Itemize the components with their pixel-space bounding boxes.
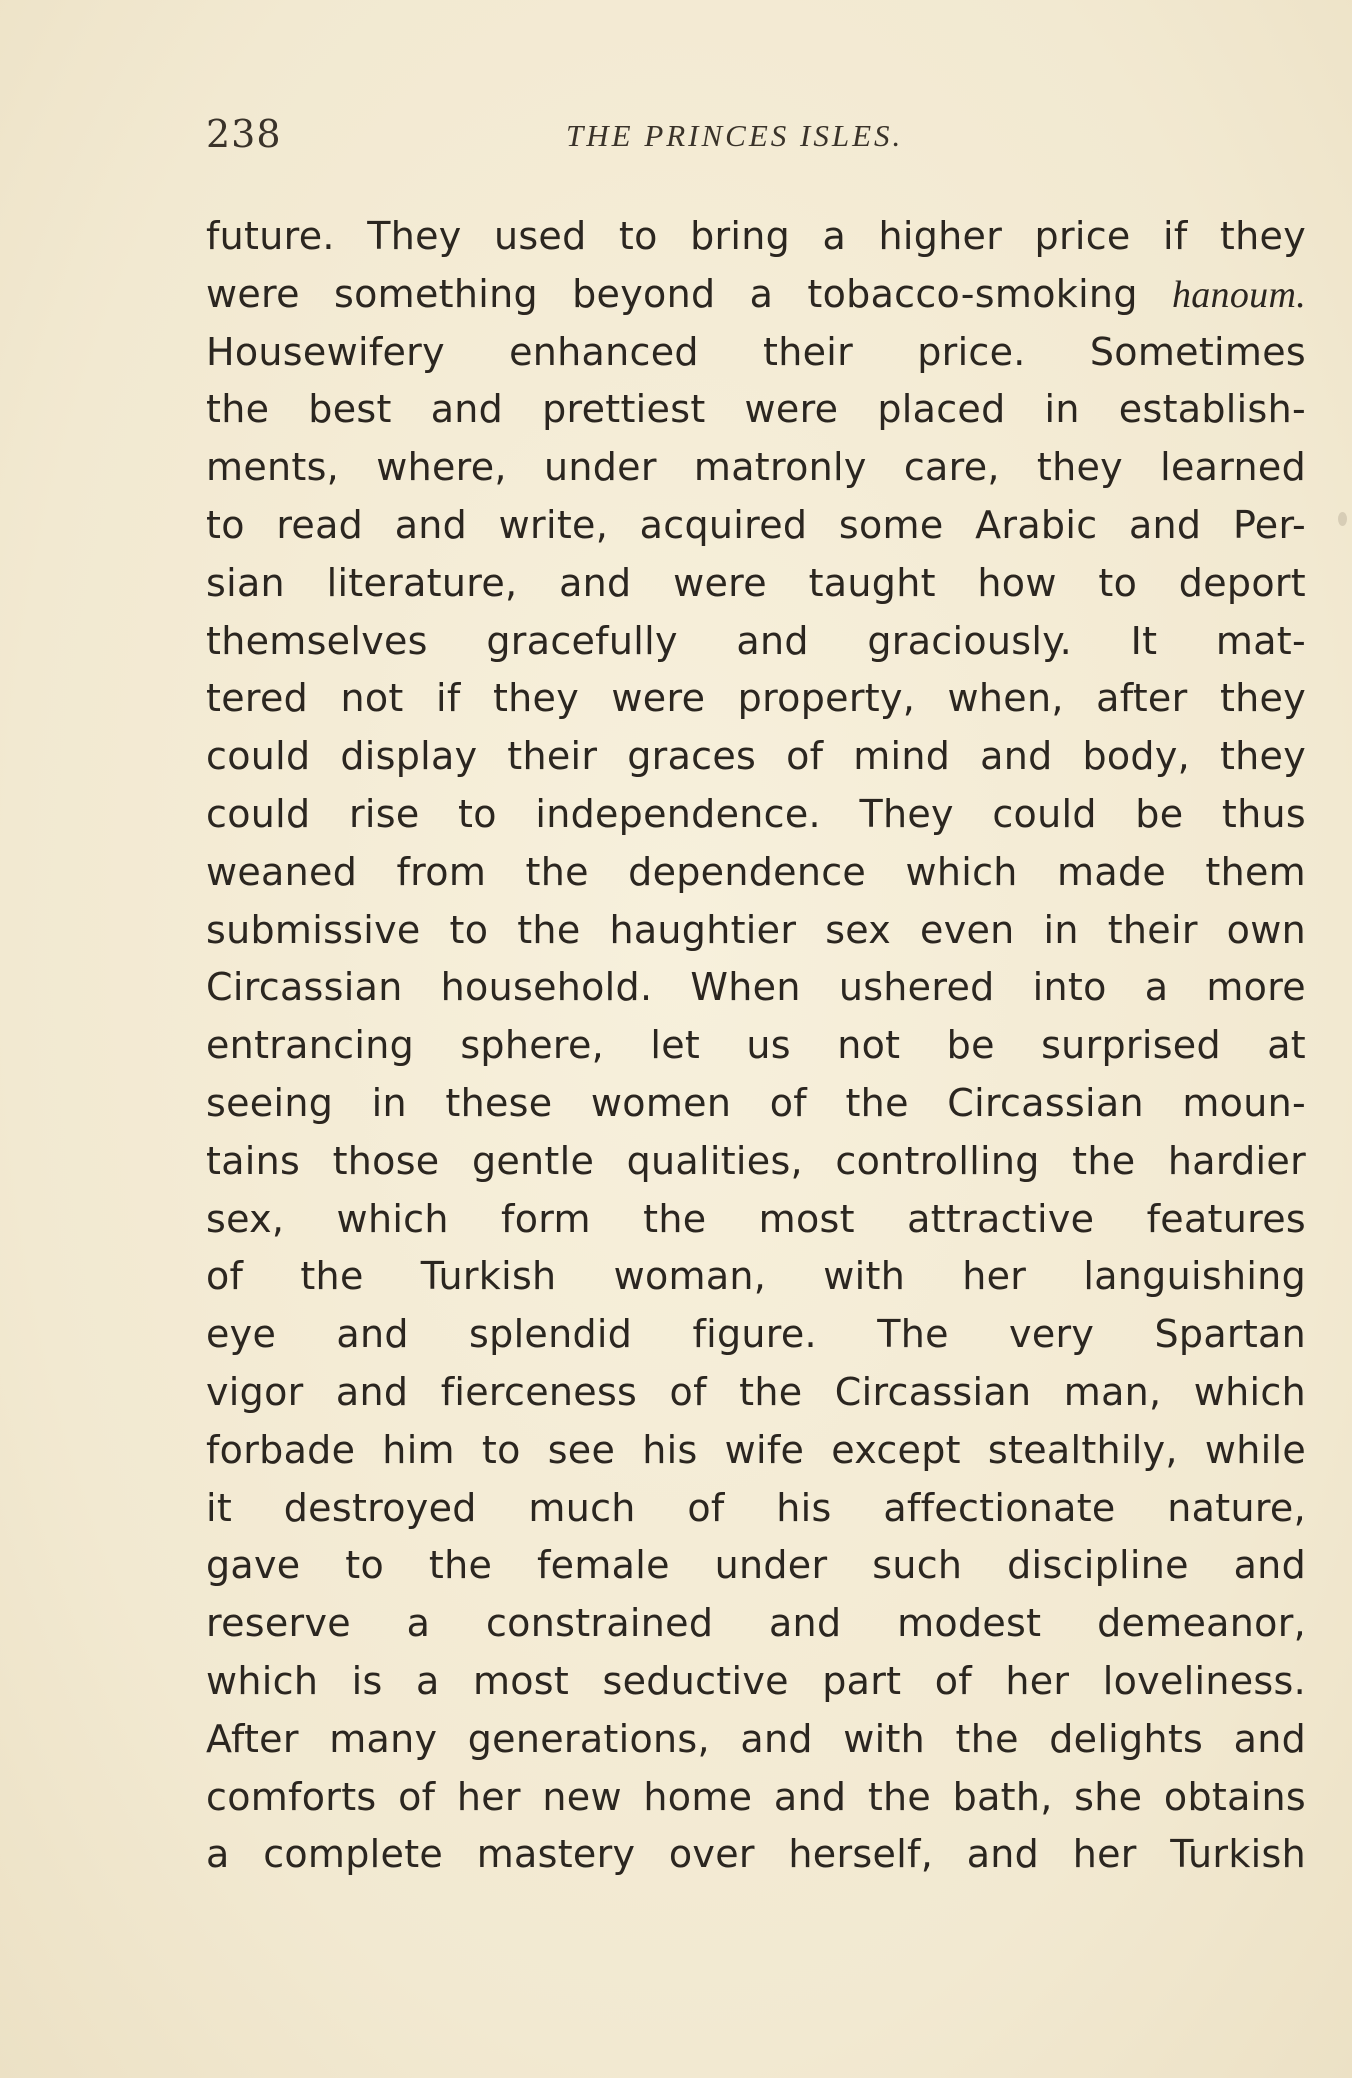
text-line: Housewifery enhanced their price. Sometimes <box>206 329 1306 374</box>
text-line: reserve a constrained and modest demeanor, <box>206 1601 1306 1646</box>
text-line-part: were something beyond a tobacco-smoking <box>206 271 1172 316</box>
text-line: comforts of her new home and the bath, she obtains <box>206 1774 1306 1819</box>
page-number: 238 <box>206 112 282 156</box>
text-line: could rise to independence. They could be thus <box>206 791 1306 836</box>
text-line: future. They used to bring a higher price if they <box>206 214 1306 258</box>
text-line: tains those gentle qualities, controlling the hardier <box>206 1138 1306 1183</box>
text-line: to read and write, acquired some Arabic and Per- <box>206 502 1306 547</box>
text-line: themselves gracefully and graciously. It mat- <box>206 618 1306 663</box>
text-line: forbade him to see his wife except stealthily, while <box>206 1427 1306 1472</box>
text-line: of the Turkish woman, with her languishing <box>206 1254 1306 1299</box>
text-line: entrancing sphere, let us not be surprised at <box>206 1023 1306 1068</box>
text-line: the best and prettiest were placed in establish- <box>206 387 1306 432</box>
text-line: eye and splendid figure. The very Spartan <box>206 1312 1306 1357</box>
text-line: weaned from the dependence which made them <box>206 849 1306 894</box>
body-text <box>206 208 1306 1884</box>
text-line <box>206 266 1306 324</box>
text-line: sex, which form the most attractive features <box>206 1196 1306 1241</box>
text-line: submissive to the haughtier sex even in their own <box>206 907 1306 952</box>
text-line: seeing in these women of the Circassian moun- <box>206 1080 1306 1125</box>
text-line: which is a most seductive part of her loveliness. <box>206 1658 1306 1703</box>
text-line: it destroyed much of his affectionate nature, <box>206 1485 1306 1530</box>
text-line: gave to the female under such discipline and <box>206 1543 1306 1588</box>
running-head <box>206 112 1306 172</box>
italic-word: hanoum. <box>1171 273 1306 316</box>
text-line: a complete mastery over herself, and her Turkish <box>206 1832 1306 1877</box>
text-line: Circassian household. When ushered into a more <box>206 965 1306 1010</box>
text-line: ments, where, under matronly care, they learned <box>206 445 1306 490</box>
running-title: THE PRINCES ISLES. <box>566 118 904 153</box>
text-line: could display their graces of mind and body, they <box>206 734 1306 779</box>
text-line: vigor and fierceness of the Circassian man, which <box>206 1369 1306 1414</box>
text-line: tered not if they were property, when, after they <box>206 676 1306 721</box>
text-line: sian literature, and were taught how to deport <box>206 560 1306 605</box>
paper-speck <box>1338 512 1347 526</box>
text-line: After many generations, and with the delights and <box>206 1716 1306 1761</box>
